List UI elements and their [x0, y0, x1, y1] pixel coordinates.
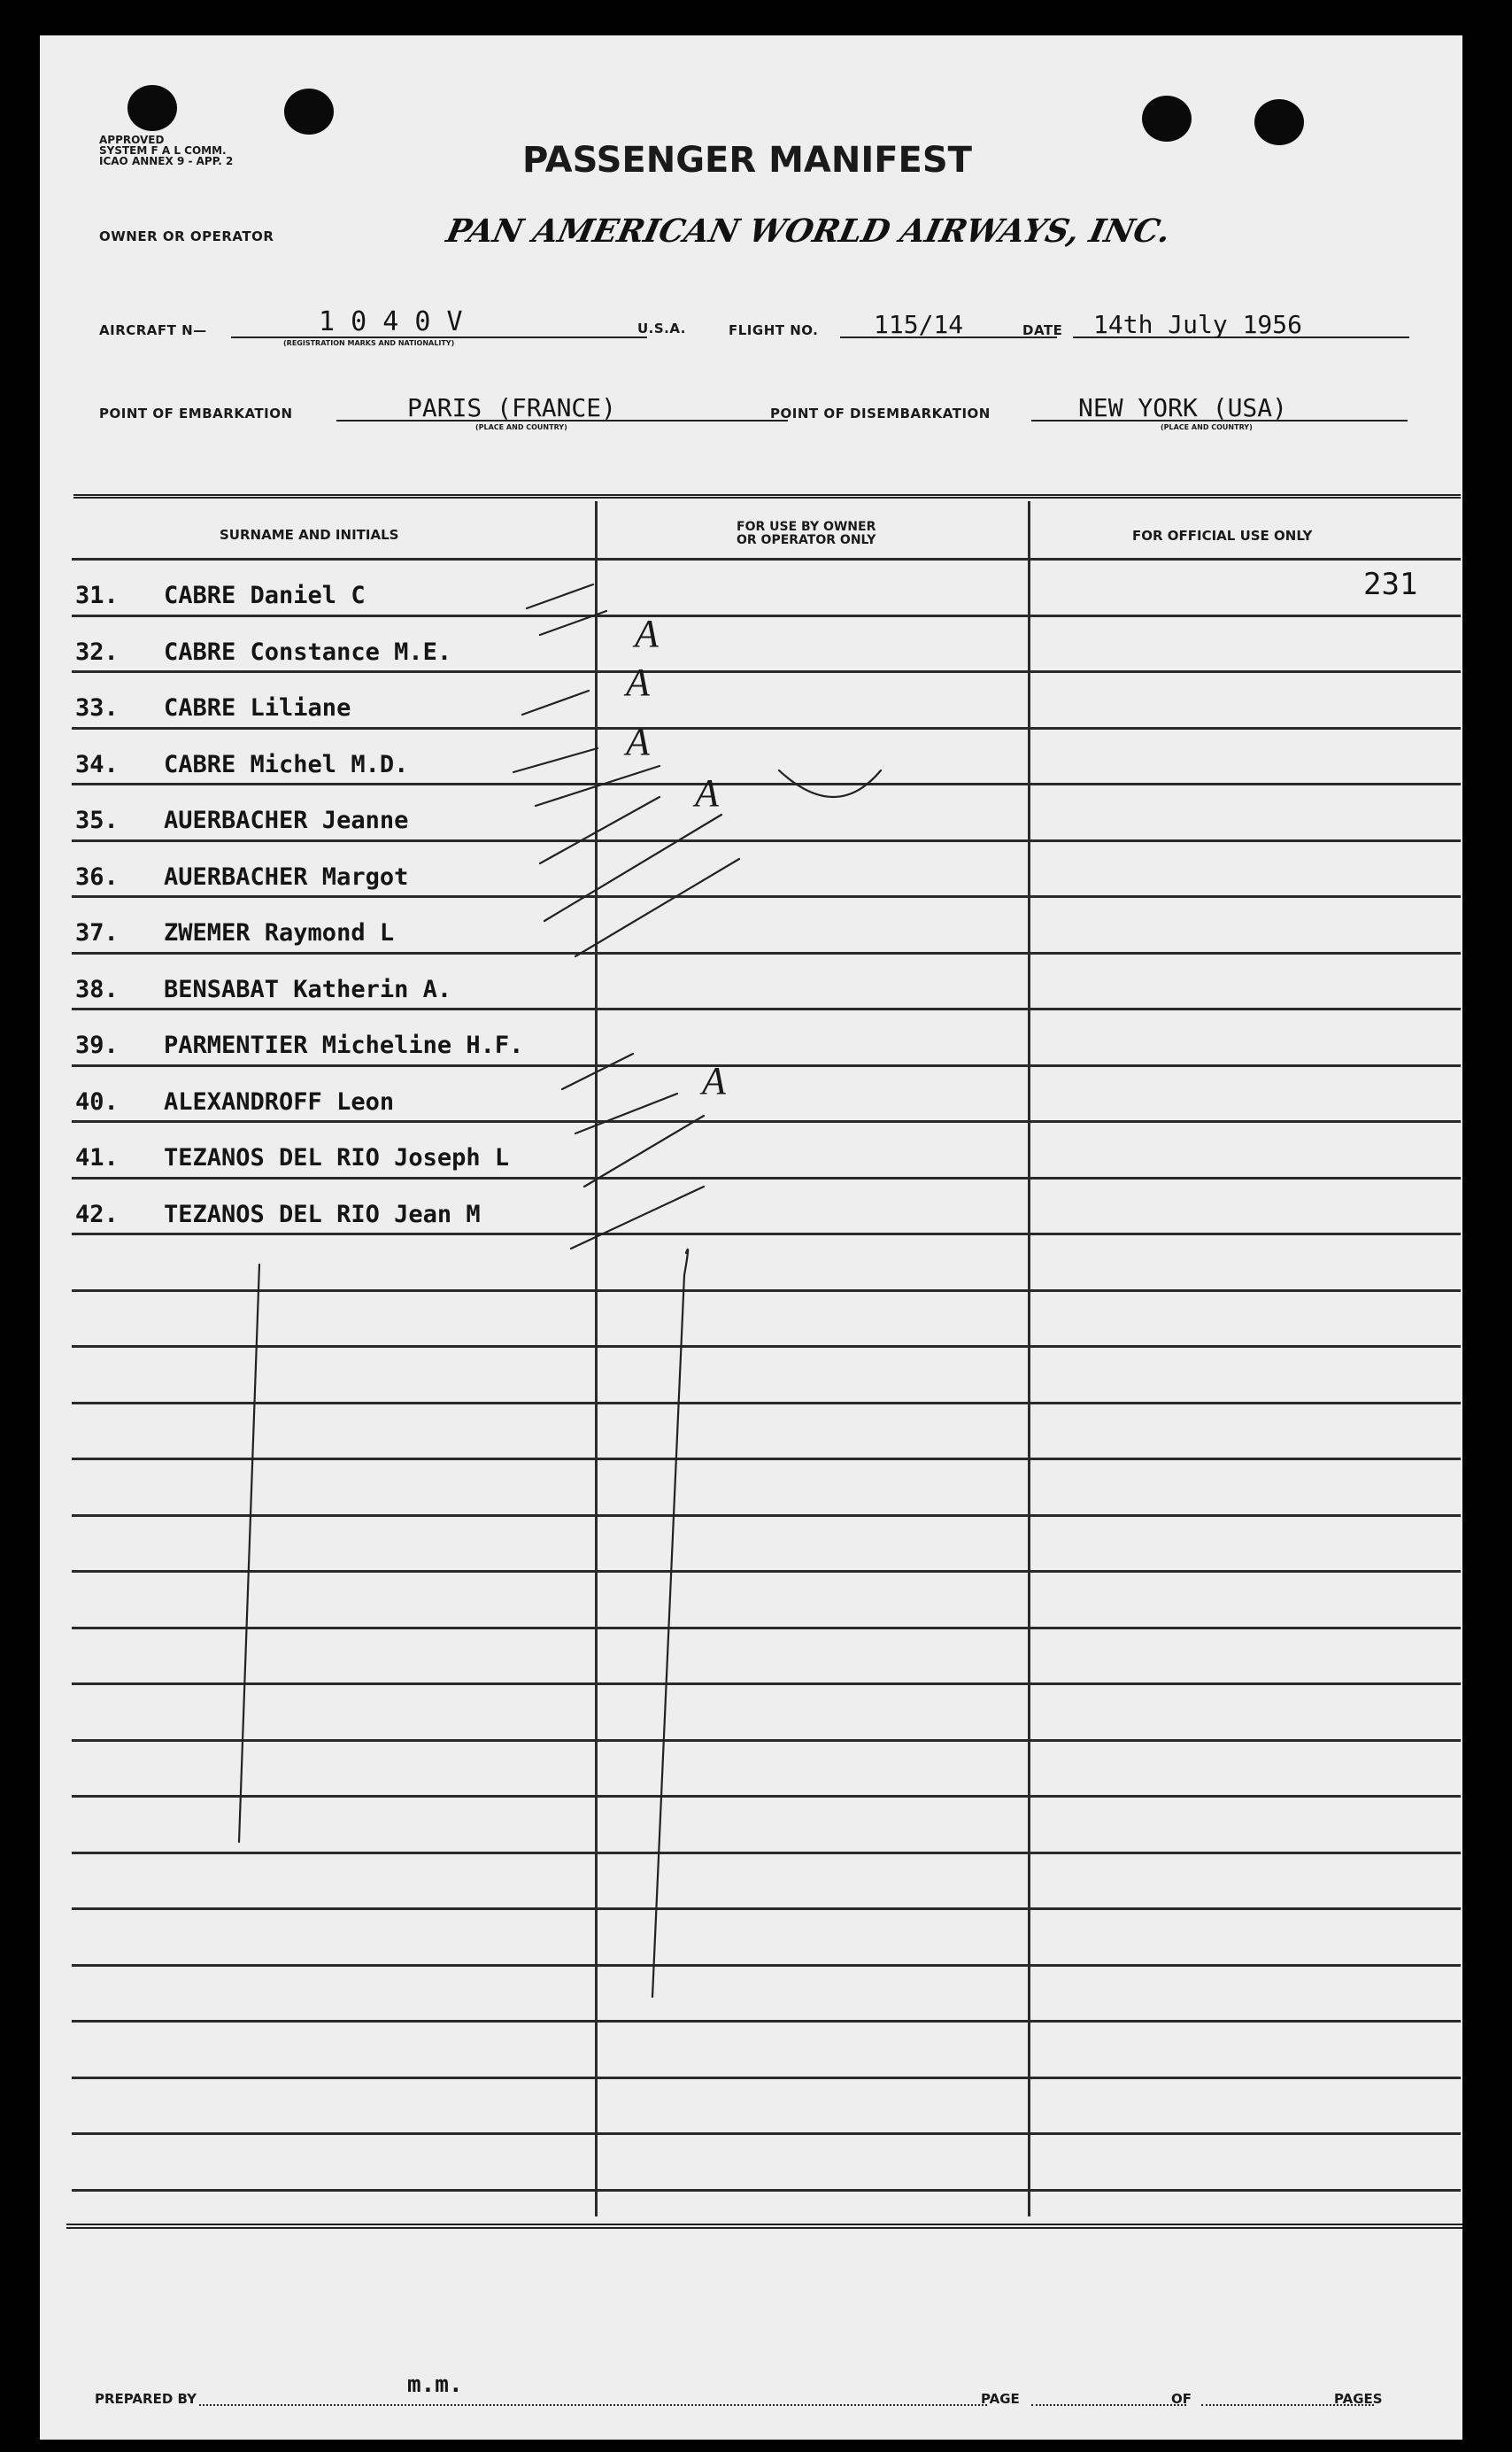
handwritten-marks: [40, 35, 1462, 2440]
date-label: DATE: [1022, 322, 1063, 338]
passenger-name: CABRE Liliane: [164, 694, 351, 722]
passenger-number: 35.: [75, 807, 119, 834]
owner-label: OWNER OR OPERATOR: [99, 228, 274, 244]
check-mark-a: A: [635, 612, 659, 655]
check-mark-a: A: [626, 720, 650, 763]
check-mark-a: A: [695, 771, 719, 815]
check-stroke: [562, 1054, 633, 1089]
check-stroke: [540, 611, 606, 635]
disembarkation-point: NEW YORK (USA): [1078, 393, 1288, 422]
page-underline: [1031, 2404, 1186, 2406]
passenger-number: 41.: [75, 1144, 119, 1172]
flight-date: 14th July 1956: [1093, 310, 1303, 339]
column-header-owner-line: OR OPERATOR ONLY: [737, 533, 876, 547]
flight-number: 115/14: [874, 310, 964, 339]
approval-line: APPROVED: [99, 134, 165, 146]
pages-label: PAGES: [1334, 2391, 1383, 2407]
disembarkation-label: POINT OF DISEMBARKATION: [770, 406, 991, 422]
check-mark-a: A: [626, 661, 650, 704]
passenger-name: TEZANOS DEL RIO Jean M: [164, 1201, 481, 1228]
passenger-number: 32.: [75, 638, 119, 666]
check-stroke: [575, 859, 739, 956]
column-header-owner-line: FOR USE BY OWNER: [737, 520, 876, 534]
check-stroke: [540, 797, 660, 863]
continuation-line: [652, 1249, 688, 1997]
passenger-name: BENSABAT Katherin A.: [164, 976, 452, 1003]
page-title: PASSENGER MANIFEST: [522, 140, 972, 181]
passenger-number: 38.: [75, 976, 119, 1003]
passenger-name: CABRE Michel M.D.: [164, 751, 409, 778]
registration-caption: (REGISTRATION MARKS AND NATIONALITY): [283, 339, 455, 347]
passenger-name: TEZANOS DEL RIO Joseph L: [164, 1144, 510, 1172]
check-stroke: [544, 815, 721, 921]
column-header-official: FOR OFFICIAL USE ONLY: [1132, 528, 1313, 544]
passenger-name: PARMENTIER Micheline H.F.: [164, 1032, 524, 1059]
check-stroke: [513, 748, 598, 772]
operator-name: PAN AMERICAN WORLD AIRWAYS, INC.: [443, 213, 1175, 250]
check-stroke: [571, 1187, 704, 1249]
embarkation-caption: (PLACE AND COUNTRY): [475, 423, 567, 431]
column-header-names: SURNAME AND INITIALS: [220, 527, 399, 543]
passenger-number: 42.: [75, 1201, 119, 1228]
passenger-number: 33.: [75, 694, 119, 722]
check-stroke: [522, 691, 589, 715]
prepared-by-value: m.m.: [407, 2371, 463, 2398]
passenger-name: CABRE Daniel C: [164, 582, 366, 609]
approval-line: ICAO ANNEX 9 - APP. 2: [99, 155, 234, 167]
passenger-name: AUERBACHER Margot: [164, 863, 409, 891]
prepared-underline: [199, 2404, 987, 2406]
continuation-line: [239, 1265, 259, 1842]
table-bottom-rule: [66, 2224, 1462, 2229]
aircraft-label: AIRCRAFT N—: [99, 322, 207, 338]
manifest-sheet: [40, 35, 1462, 2440]
passenger-number: 31.: [75, 582, 119, 609]
approval-line: SYSTEM F A L COMM.: [99, 144, 227, 157]
check-stroke: [584, 1116, 704, 1187]
passenger-number: 39.: [75, 1032, 119, 1059]
passenger-number: 34.: [75, 751, 119, 778]
passenger-name: ALEXANDROFF Leon: [164, 1088, 395, 1116]
check-stroke: [536, 766, 660, 806]
page-label: PAGE: [981, 2391, 1020, 2407]
passenger-number: 40.: [75, 1088, 119, 1116]
passenger-name: CABRE Constance M.E.: [164, 638, 452, 666]
passenger-name: AUERBACHER Jeanne: [164, 807, 409, 834]
embarkation-label: POINT OF EMBARKATION: [99, 406, 293, 422]
passenger-number: 37.: [75, 919, 119, 947]
check-stroke: [779, 770, 881, 797]
flight-no-label: FLIGHT NO.: [729, 322, 819, 338]
official-number: 231: [1363, 567, 1418, 602]
check-stroke: [575, 1094, 677, 1133]
of-label: OF: [1171, 2391, 1192, 2407]
check-mark-a: A: [702, 1059, 726, 1102]
prepared-by-label: PREPARED BY: [95, 2391, 197, 2407]
aircraft-registration: 1 0 4 0 V: [319, 306, 463, 337]
country-label: U.S.A.: [637, 321, 686, 336]
passenger-name: ZWEMER Raymond L: [164, 919, 395, 947]
check-stroke: [527, 584, 593, 608]
disembarkation-caption: (PLACE AND COUNTRY): [1161, 423, 1253, 431]
embarkation-point: PARIS (FRANCE): [407, 393, 617, 422]
passenger-number: 36.: [75, 863, 119, 891]
